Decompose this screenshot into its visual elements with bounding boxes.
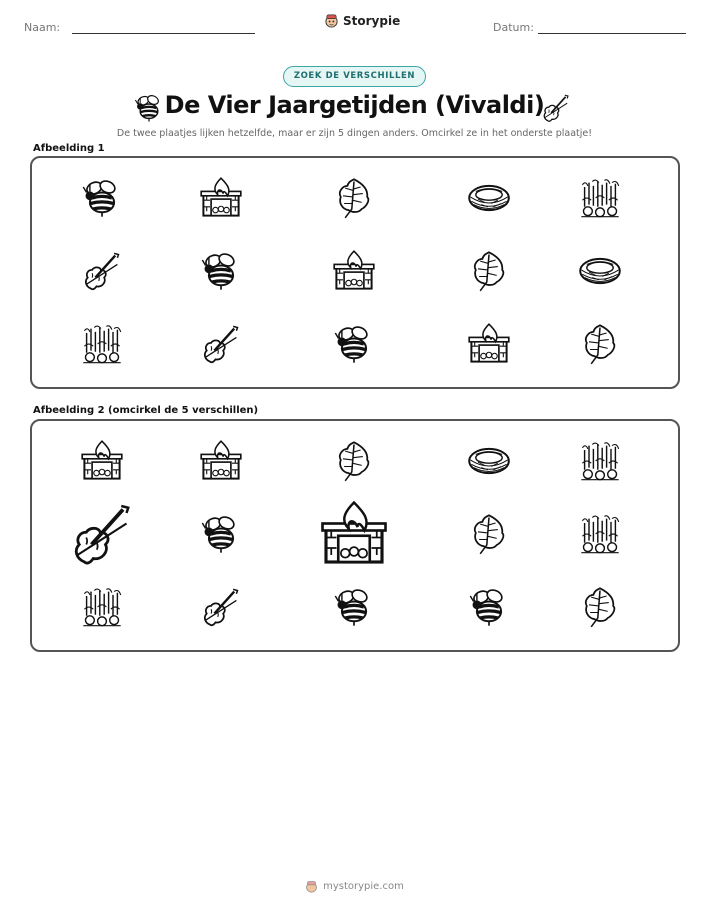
storypie-mascot-icon xyxy=(324,13,339,28)
pic2-leaf-icon[interactable] xyxy=(578,585,622,629)
pic1-fireplace-icon[interactable] xyxy=(199,176,243,220)
picture-2-label: Afbeelding 2 (omcirkel de 5 verschillen) xyxy=(33,405,259,416)
date-label: Datum: xyxy=(493,21,534,34)
pic1-bee-icon[interactable] xyxy=(332,322,376,366)
pic1-violin-icon[interactable] xyxy=(199,322,243,366)
pic1-nest-icon[interactable] xyxy=(578,249,622,293)
pic2-orchestra-icon[interactable] xyxy=(80,585,124,629)
pic2-leaf-icon[interactable] xyxy=(332,439,376,483)
pic2-orchestra-icon[interactable] xyxy=(578,512,622,556)
instructions: De twee plaatjes lijken hetzelfde, maar er zijn 5 dingen anders. Omcirkel ze in het onderste plaatje! xyxy=(116,128,593,139)
pic1-violin-icon[interactable] xyxy=(80,249,124,293)
pic2-fireplace-icon[interactable] xyxy=(80,439,124,483)
violin-decoration-icon xyxy=(540,92,572,124)
name-line[interactable] xyxy=(72,33,255,34)
pic2-violin-icon[interactable] xyxy=(199,585,243,629)
brand-name: Storypie xyxy=(343,13,401,28)
name-label: Naam: xyxy=(24,21,61,34)
brand-logo xyxy=(324,13,400,28)
pic2-violin-icon[interactable] xyxy=(67,499,137,569)
pic1-bee-icon[interactable] xyxy=(199,249,243,293)
pic1-leaf-icon[interactable] xyxy=(332,176,376,220)
pic1-bee-icon[interactable] xyxy=(80,176,124,220)
pic1-leaf-icon[interactable] xyxy=(578,322,622,366)
storypie-mascot-icon xyxy=(305,880,318,893)
pic2-fireplace-icon[interactable] xyxy=(199,439,243,483)
pic2-leaf-icon[interactable] xyxy=(467,512,511,556)
pic1-leaf-icon[interactable] xyxy=(467,249,511,293)
page-title: De Vier Jaargetijden (Vivaldi) xyxy=(164,91,545,119)
pic2-bee-icon[interactable] xyxy=(332,585,376,629)
pic1-nest-icon[interactable] xyxy=(467,176,511,220)
pic1-orchestra-icon[interactable] xyxy=(578,176,622,220)
picture-1-panel[interactable] xyxy=(30,156,680,389)
pic2-fireplace-icon[interactable] xyxy=(319,499,389,569)
pic1-fireplace-icon[interactable] xyxy=(332,249,376,293)
pic2-nest-icon[interactable] xyxy=(467,439,511,483)
pic1-fireplace-icon[interactable] xyxy=(467,322,511,366)
footer-site[interactable]: mystorypie.com xyxy=(323,881,404,892)
date-line[interactable] xyxy=(538,33,686,34)
picture-2-panel[interactable] xyxy=(30,419,680,652)
footer xyxy=(0,880,709,893)
pic2-orchestra-icon[interactable] xyxy=(578,439,622,483)
picture-1-label: Afbeelding 1 xyxy=(33,143,105,154)
pic2-bee-icon[interactable] xyxy=(467,585,511,629)
pic2-bee-icon[interactable] xyxy=(199,512,243,556)
pic1-orchestra-icon[interactable] xyxy=(80,322,124,366)
activity-badge: ZOEK DE VERSCHILLEN xyxy=(283,66,426,87)
